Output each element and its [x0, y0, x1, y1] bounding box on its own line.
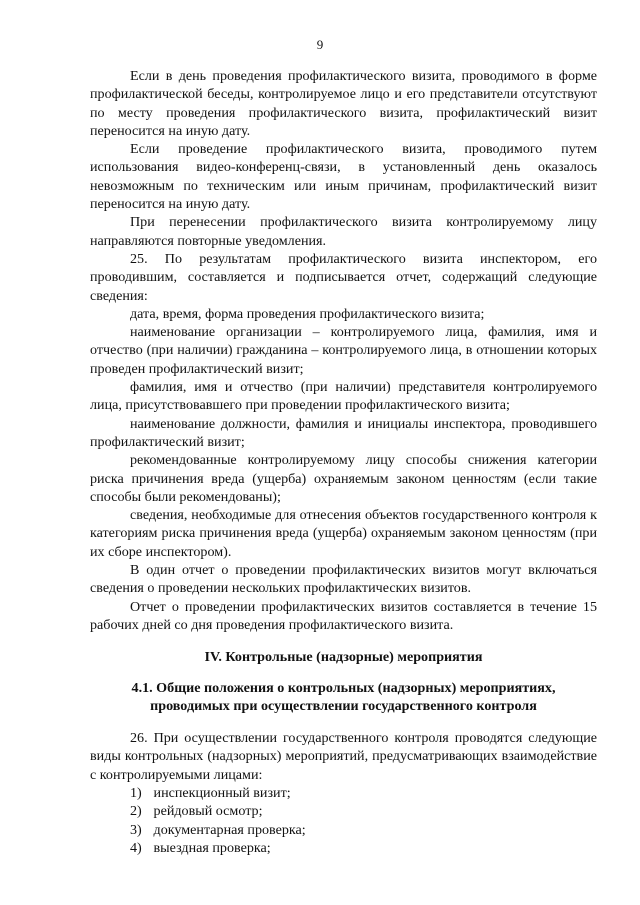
paragraph: фамилия, имя и отчество (при наличии) представителя контролируемого лица, присутствовавшего при проведении профилактического визита;: [90, 379, 597, 414]
list-item-number: 1): [130, 784, 142, 801]
subsection-heading-line1: 4.1. Общие положения о контрольных (надзорных) мероприятиях,: [131, 679, 556, 696]
list-item-number: 3): [130, 821, 142, 838]
control-measures-list: [90, 784, 597, 857]
list-item: [90, 784, 597, 802]
list-item: [90, 802, 597, 820]
paragraph: В один отчет о проведении профилактических визитов могут включаться сведения о проведении нескольких профилактических визитов.: [90, 562, 597, 597]
paragraph: наименование организации – контролируемого лица, фамилия, имя и отчество (при наличии) гражданина – контролируемого лица, в отношении которых проведен профилактический визит;: [90, 324, 597, 377]
list-item-text: рейдовый осмотр;: [153, 803, 263, 820]
paragraph-26: 26. При осуществлении государственного контроля проводятся следующие виды контрольных (надзорных) мероприятий, предусматривающих взаимодействие с контролируемыми лицами:: [90, 730, 597, 783]
section-heading: IV. Контрольные (надзорные) мероприятия: [204, 649, 483, 666]
paragraph: Если в день проведения профилактического визита, проводимого в форме профилактической беседы, контролируемое лицо и его представители отсутствуют по месту проведения профилактического визита, профилактический визит переносится на иную дату.: [90, 68, 597, 139]
paragraph: наименование должности, фамилия и инициалы инспектора, проводившего профилактический визит;: [90, 415, 597, 450]
list-item-text: выездная проверка;: [153, 839, 271, 856]
list-item: [90, 839, 597, 857]
paragraph: рекомендованные контролируемому лицу способы снижения категории риска причинения вреда (ущерба) охраняемым законом ценностям (если такие способы были рекомендованы);: [90, 452, 597, 505]
paragraph: При перенесении профилактического визита контролируемому лицу направляются повторные уведомления.: [90, 214, 597, 249]
list-item-text: инспекционный визит;: [153, 784, 291, 801]
document-body: [90, 67, 597, 857]
list-item-text: документарная проверка;: [153, 821, 306, 838]
subsection-heading-line2: проводимых при осуществлении государственного контроля: [150, 697, 537, 714]
page-number: 9: [316, 37, 324, 52]
subsection-heading: [90, 679, 597, 716]
paragraph: Отчет о проведении профилактических визитов составляется в течение 15 рабочих дней со дня проведения профилактического визита.: [90, 598, 597, 633]
list-item-number: 4): [130, 839, 142, 856]
paragraph: Если проведение профилактического визита, проводимого путем использования видео-конференц-связи, в установленный день оказалось невозможным по техническим или иным причинам, профилактический визит переносится на иную дату.: [90, 141, 597, 213]
paragraph: дата, время, форма проведения профилактического визита;: [130, 305, 485, 322]
paragraph-25: 25. По результатам профилактического визита инспектором, его проводившим, составляется и подписывается отчет, содержащий следующие сведения:: [90, 250, 597, 304]
list-item-number: 2): [130, 803, 142, 820]
list-item: [90, 821, 597, 839]
paragraph: сведения, необходимые для отнесения объектов государственного контроля к категориям риска причинения вреда (ущерба) охраняемым законом ценностям (при их сборе инспектором).: [90, 507, 597, 560]
